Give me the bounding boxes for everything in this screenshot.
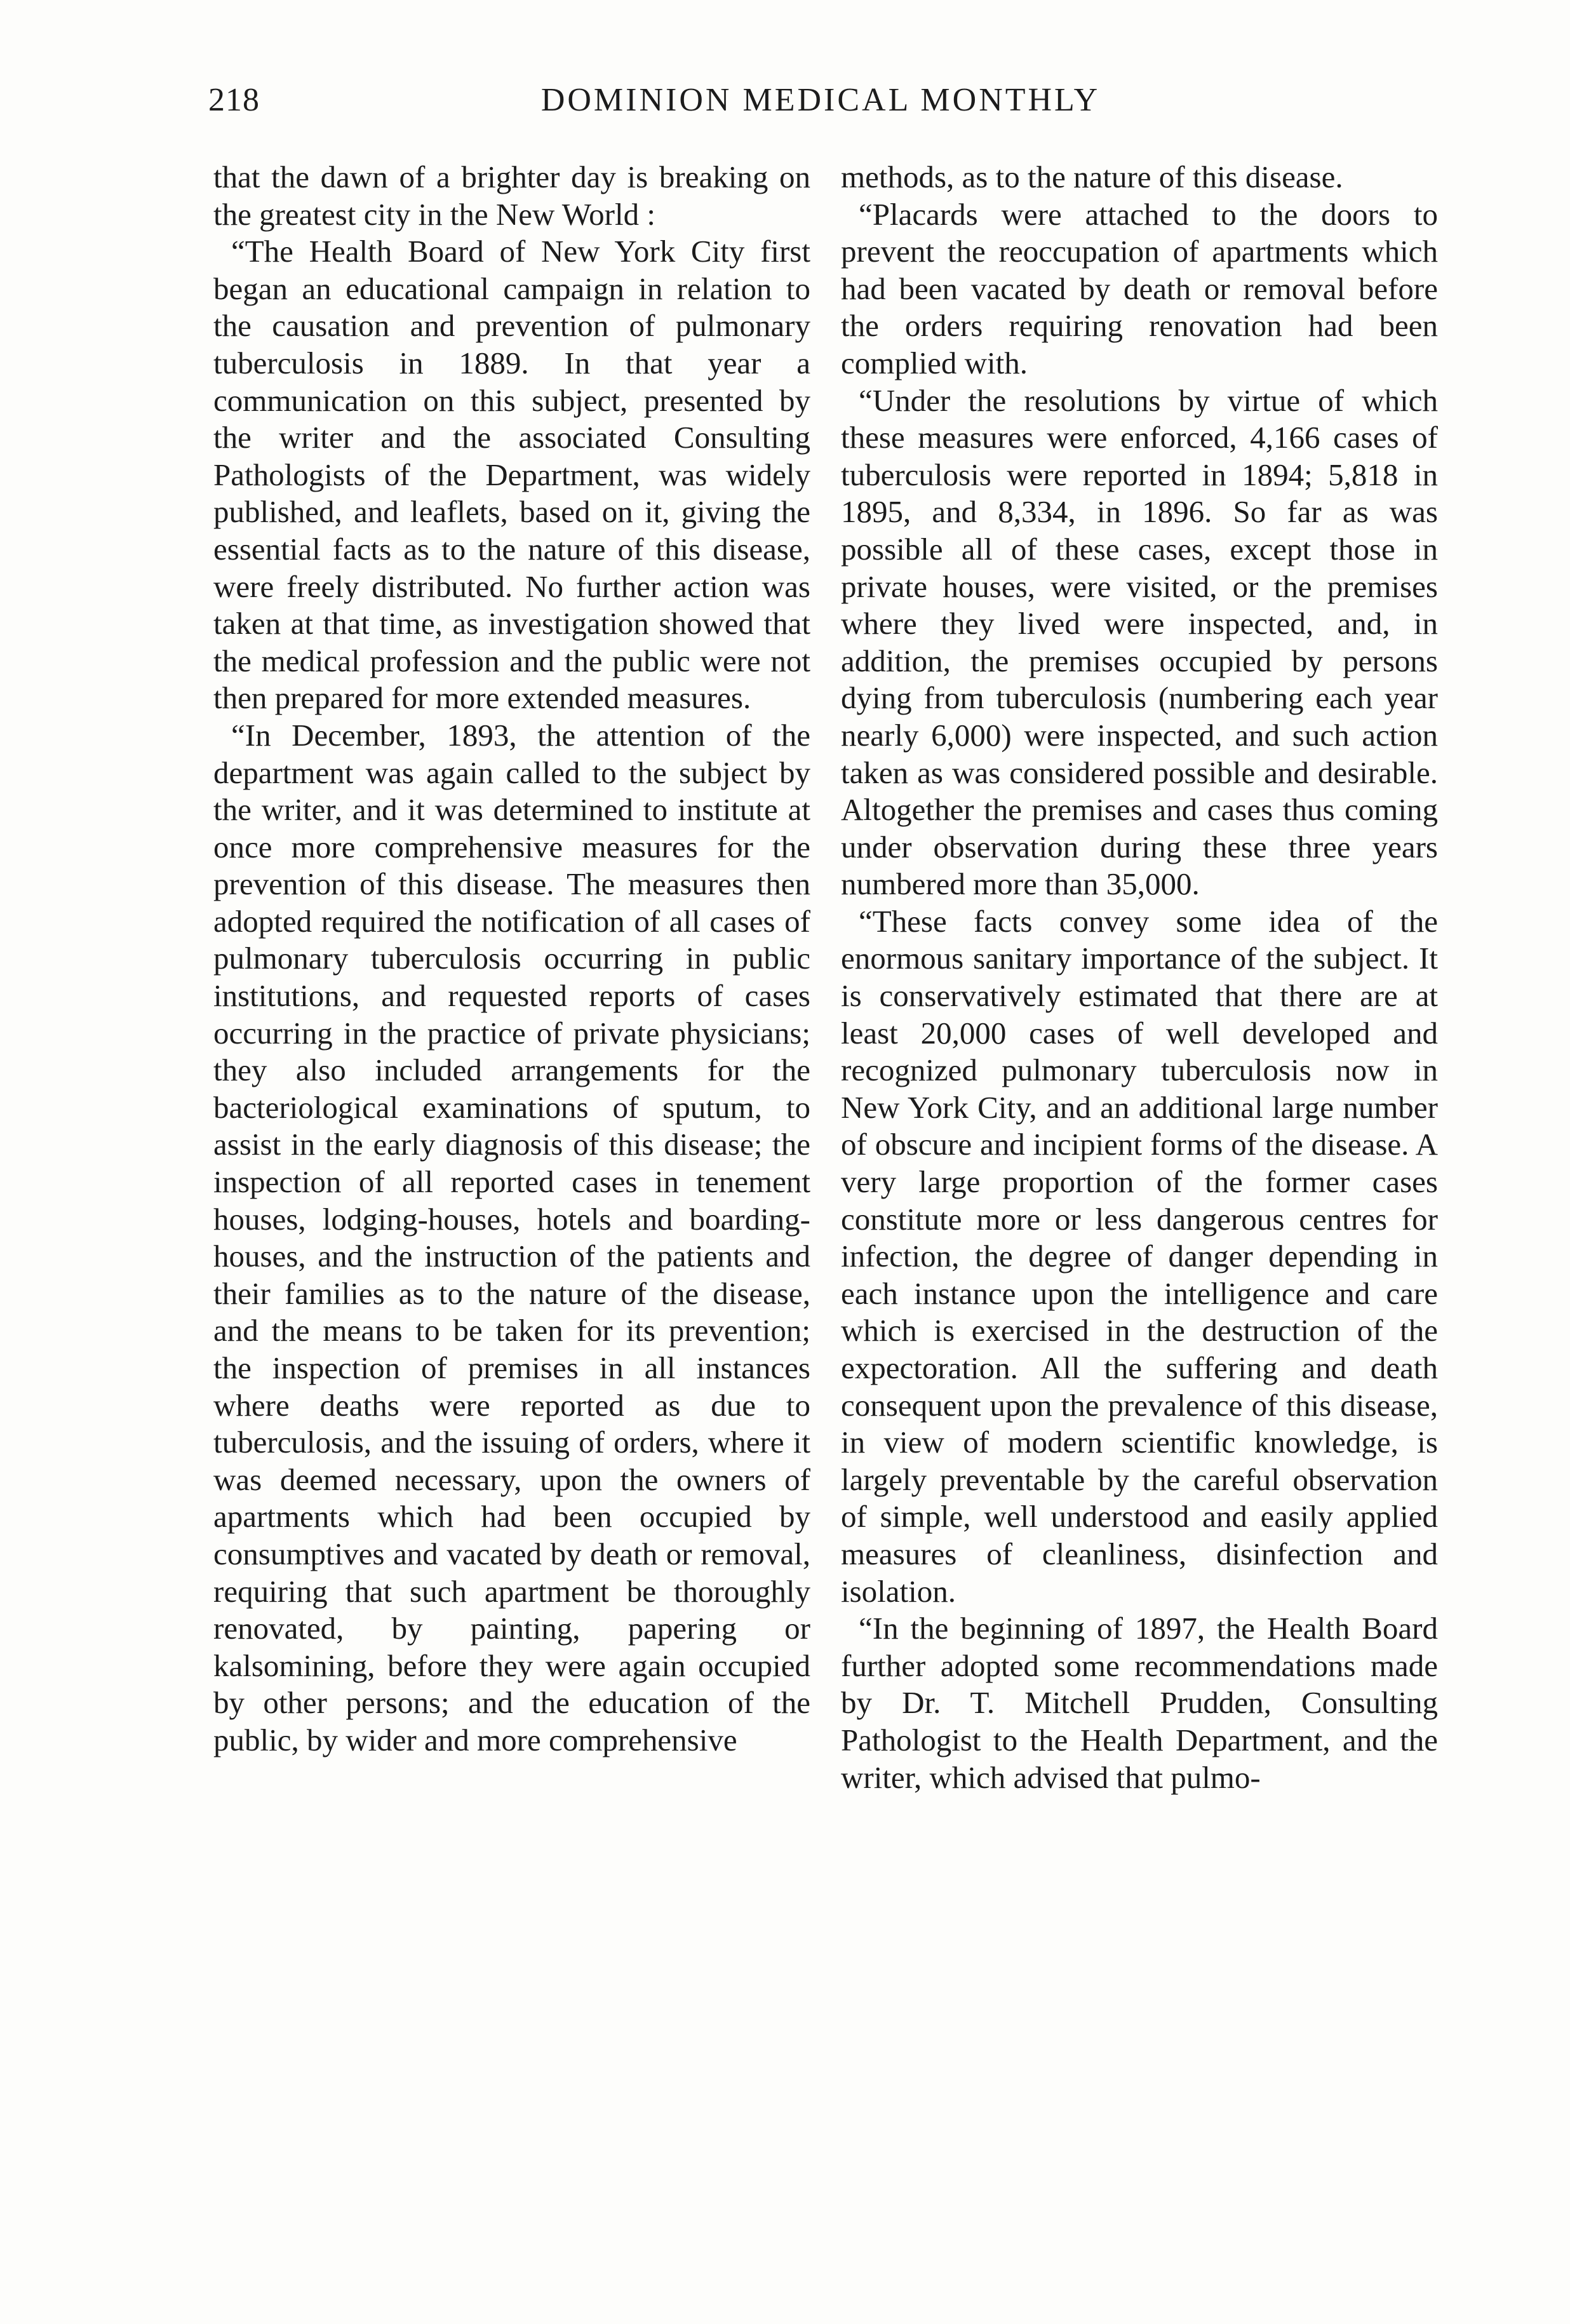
running-head: DOMINION MEDICAL MONTHLY: [540, 82, 1101, 118]
page-number: 218: [208, 82, 260, 118]
paragraph: “The Health Board of New York City first began an educational campaign in relation to the causation and prevention of pulmonary tuberculosis in 1889. In that year a communication on this subject, presented by the writer and the associated Consulting Pathologists of the Department, was widely published, and leaflets, based on it, giving the essential facts as to the nature of this disease, were freely distributed. No further action was taken at that time, as investigation showed that the medical profession and the public were not then prepared for more extended measures.: [213, 234, 810, 716]
paragraph: “Under the resolutions by virtue of which these measures were enforced, 4,166 cases of tuberculosis were reported in 1894; 5,818 in 1895, and 8,334, in 1896. So far as was possible all of these cases, except those in private houses, were visited, or the premises where they lived were inspected, and, in addition, the premises occupied by persons dying from tuberculosis (numbering each year nearly 6,000) were inspected, and such action taken as was considered possible and desirable. Altogether the premises and cases thus coming under observation during these three years numbered more than 35,000.: [841, 382, 1438, 902]
paragraph: “In December, 1893, the attention of the department was again called to the subject by the writer, and it was determined to institute at once more comprehensive measures for the prevention of this disease. The measures then adopted required the notification of all cases of pulmonary tuberculosis occurring in public institutions, and requested reports of cases occurring in the practice of private physicians; they also included arrangements for the bacteriological examinations of sputum, to assist in the early diagnosis of this disease; the inspection of all reported cases in tenement houses, lodging-houses, hotels and boarding-houses, and the instruction of the patients and their families as to the nature of the disease, and the means to be taken for its prevention; the inspection of premises in all instances where deaths were reported as due to tuberculosis, and the issuing of orders, where it was deemed necessary, upon the owners of apartments which had been occupied by consumptives and vacated by death or removal, requiring that such apartment be thoroughly renovated, by painting, papering or kalsomining, before they were again occupied by other persons; and the education of the public, by wider and more comprehensive: [213, 717, 810, 1757]
right-column: [841, 159, 1438, 1796]
paragraph: “These facts convey some idea of the enormous sanitary importance of the subject. It is conservatively estimated that there are at least 20,000 cases of well developed and recognized pulmonary tuberculosis now in New York City, and an additional large number of obscure and incipient forms of the disease. A very large proportion of the former cases constitute more or less dangerous centres for infection, the degree of danger depending in each instance upon the intelligence and care which is exercised in the destruction of the expectoration. All the suffering and death consequent upon the prevalence of this disease, in view of modern scientific knowledge, is largely preventable by the careful observation of simple, well understood and easily applied measures of cleanliness, disinfection and isolation.: [841, 903, 1438, 1609]
page-header: [208, 81, 1433, 132]
paragraph: “In the beginning of 1897, the Health Board further adopted some recommendations made by Dr. T. Mitchell Prudden, Consulting Pathologist to the Health Department, and the writer, which advised that pulmo-: [841, 1611, 1438, 1795]
paragraph: that the dawn of a brighter day is breaking on the greatest city in the New World :: [213, 159, 810, 232]
paragraph: methods, as to the nature of this disease.: [841, 159, 1343, 194]
paragraph: “Placards were attached to the doors to prevent the reoccupation of apartments which had been vacated by death or removal before the orders requiring renovation had been complied with.: [841, 196, 1438, 380]
left-column: [213, 159, 810, 1759]
